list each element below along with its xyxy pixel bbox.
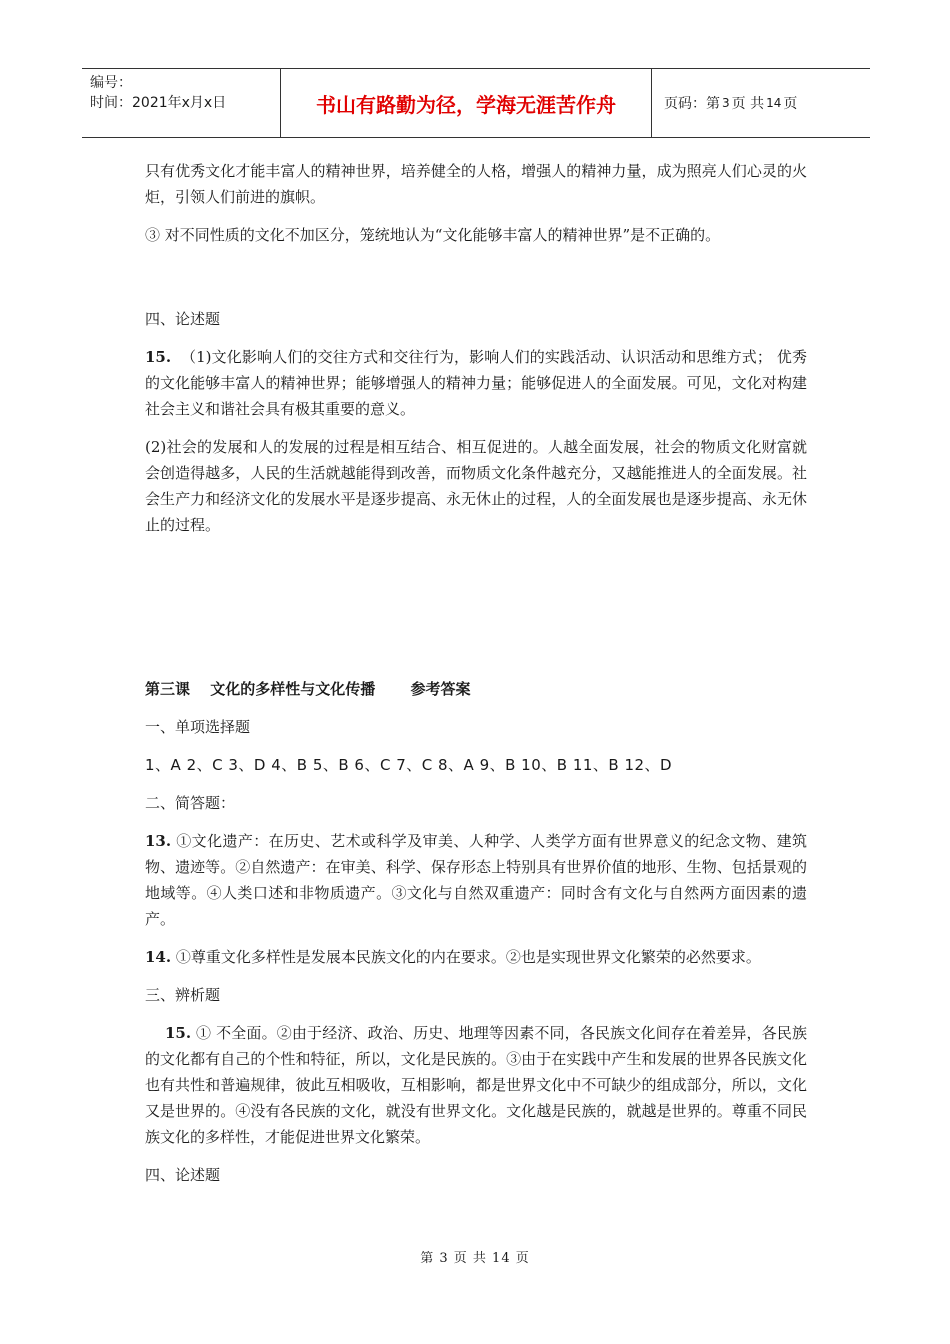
page-total: 14 [766, 96, 782, 110]
heading-essay-1: 四、论述题 [145, 310, 221, 328]
q15-part2: (2)社会的发展和人的发展的过程是相互结合、相互促进的。人越全面发展，社会的物质文化财富就会创造得越多，人民的生活就越能得到改善，而物质文化条件越充分，又越能推进人的全面发展。社会生产力和经济文化的发展水平是逐步提高、永无休止的过程，人的全面发展也是逐步提高、永无休止的过程。 [145, 438, 807, 534]
heading-analysis: 三、辨析题 [145, 986, 221, 1004]
q15-part1-text: （1)文化影响人们的交往方式和交往行为，影响人们的实践活动、认识活动和思维方式； 优秀的文化能够丰富人的精神世界；能够增强人的精神力量；能够促进人的全面发展。可见，文化对构建社会主义和谐社会具有极其重要的意义。 [145, 348, 807, 418]
paragraph-culture-spirit: 只有优秀文化才能丰富人的精神世界，培养健全的人格，增强人的精神力量，成为照亮人们心灵的火炬，引领人们前进的旗帜。 [145, 162, 807, 206]
header-meta-cell [82, 69, 281, 137]
page-number: 3 [722, 96, 730, 110]
q15-analysis [145, 1020, 807, 1150]
header-table [82, 68, 870, 138]
page-mid: 页 共 [731, 96, 765, 112]
q14 [145, 944, 807, 970]
heading-essay-2: 四、论述题 [145, 1166, 221, 1184]
q13-text: ①文化遗产：在历史、艺术或科学及审美、人种学、人类学方面有世界意义的纪念文物、建筑物、遗迹等。②自然遗产：在审美、科学、保存形态上特别具有世界价值的地形、生物、包括景观的地域等。④人类口述和非物质遗产。③文化与自然双重遗产：同时含有文化与自然两方面因素的遗产。 [145, 832, 807, 928]
choice-answers: 1、A 2、C 3、D 4、B 5、B 6、C 7、C 8、A 9、B 10、B 11、B 12、D [145, 756, 673, 774]
heading-short-answer: 二、简答题： [145, 794, 236, 812]
q15b-text: ① 不全面。②由于经济、政治、历史、地理等因素不同，各民族文化间存在着差异，各民族的文化都有自己的个性和特征，所以，文化是民族的。③由于在实践中产生和发展的世界各民族文化也有共性和普遍规律，彼此互相吸收，互相影响，都是世界文化中不可缺少的组成部分，所以，文化又是世界的。④没有各民族的文化，就没有世界文化。文化越是民族的，就越是世界的。尊重不同民族文化的多样性，才能促进世界文化繁荣。 [145, 1024, 807, 1146]
header-page-cell [652, 69, 870, 137]
q14-text: ①尊重文化多样性是发展本民族文化的内在要求。②也是实现世界文化繁荣的必然要求。 [175, 948, 761, 966]
motto-text: 书山有路勤为径，学海无涯苦作舟 [316, 92, 616, 117]
lesson-title: 第三课 文化的多样性与文化传播 参考答案 [145, 680, 471, 698]
q15-part1 [145, 344, 807, 422]
heading-single-choice: 一、单项选择题 [145, 718, 251, 736]
q13 [145, 828, 807, 932]
page-suffix: 页 [783, 96, 798, 112]
q13-number: 13. [145, 832, 172, 850]
q15b-number: 15. [165, 1024, 192, 1042]
paragraph-point-3: ③ 对不同性质的文化不加区分，笼统地认为“文化能够丰富人的精神世界”是不正确的。 [145, 226, 721, 244]
q15-number: 15. [145, 348, 172, 366]
header-motto-cell [281, 69, 652, 137]
serial-label: 编号： [90, 75, 132, 91]
q14-number: 14. [145, 948, 172, 966]
page-footer: 第 3 页 共 14 页 [420, 1251, 530, 1266]
time-label: 时间：2021年x月x日 [90, 95, 227, 111]
document-body [145, 158, 807, 1188]
page-prefix: 页码：第 [664, 96, 720, 112]
